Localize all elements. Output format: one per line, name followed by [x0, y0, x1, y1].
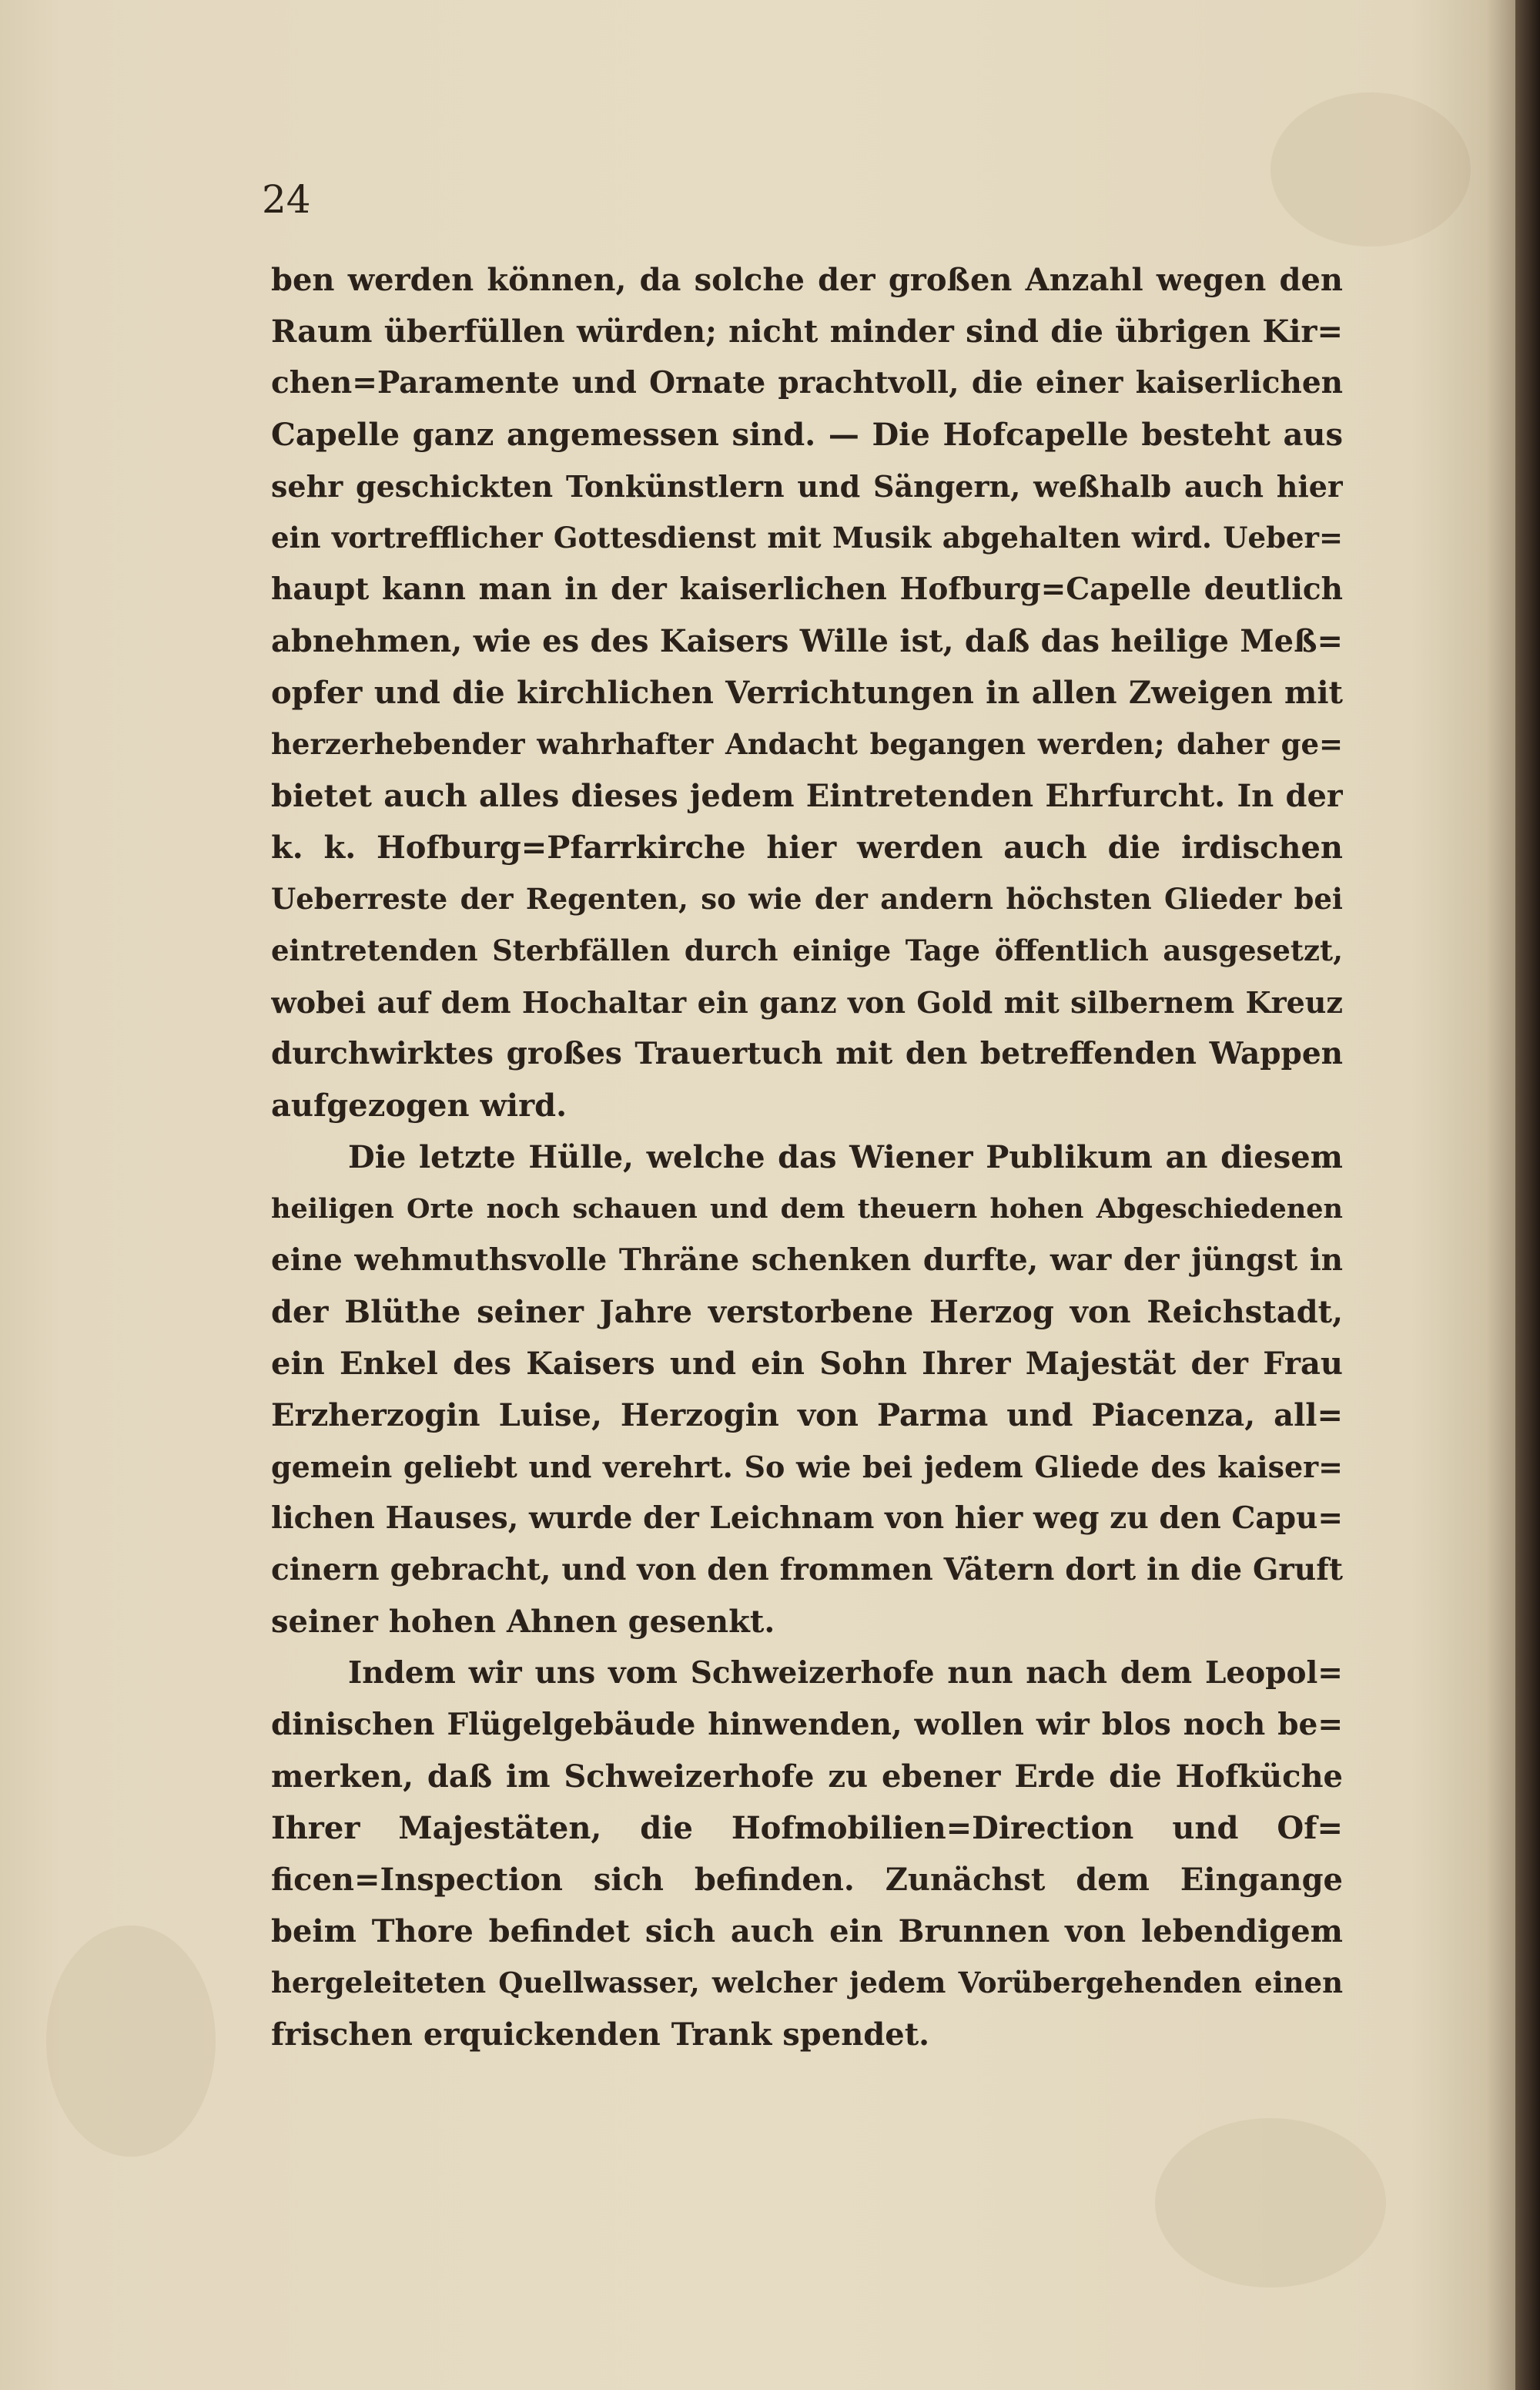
text-line: lichen Hauses, wurde der Leichnam von hier weg zu den Capu= — [271, 1500, 1343, 1536]
text-line: chen=Paramente und Ornate prachtvoll, die einer kaiserlichen — [271, 365, 1343, 401]
text-line: bietet auch alles dieses jedem Eintretenden Ehrfurcht. In der — [271, 778, 1343, 814]
paper-stain — [1155, 2118, 1386, 2288]
text-line: Erzherzogin Luise, Herzogin von Parma und Piacenza, all= — [271, 1397, 1343, 1433]
text-line: beim Thore befindet sich auch ein Brunnen von lebendigem — [271, 1913, 1343, 1949]
text-line: haupt kann man in der kaiserlichen Hofburg=Capelle deutlich — [271, 572, 1343, 607]
body-text — [271, 254, 1343, 2060]
text-line: abnehmen, wie es des Kaisers Wille ist, daß das heilige Meß= — [271, 623, 1343, 659]
text-line: ein vortrefflicher Gottesdienst mit Musik abgehalten wird. Ueber= — [271, 521, 1343, 555]
text-line: cinern gebracht, und von den frommen Vätern dort in die Gruft — [271, 1552, 1343, 1587]
text-line: Ihrer Majestäten, die Hofmobilien=Direction und Of= — [271, 1810, 1343, 1846]
text-line: heiligen Orte noch schauen und dem theuern hohen Abgeschiedenen — [271, 1193, 1343, 1225]
text-line: Die letzte Hülle, welche das Wiener Publikum an diesem — [348, 1139, 1343, 1175]
text-line: Ueberreste der Regenten, so wie der andern höchsten Glieder bei — [271, 882, 1343, 916]
text-line: sehr geschickten Tonkünstlern und Sängern, weßhalb auch hier — [271, 469, 1343, 504]
page-number: 24 — [262, 177, 311, 222]
text-line: wobei auf dem Hochaltar ein ganz von Gold mit silbernem Kreuz — [271, 985, 1343, 1020]
text-line: gemein geliebt und verehrt. So wie bei jedem Gliede des kaiser= — [271, 1450, 1343, 1484]
text-line: dinischen Flügelgebäude hinwenden, wollen wir blos noch be= — [271, 1707, 1343, 1742]
text-line: hergeleiteten Quellwasser, welcher jedem Vorübergehenden einen — [271, 1966, 1343, 1999]
text-line: der Blüthe seiner Jahre verstorbene Herzog von Reichstadt, — [271, 1294, 1343, 1330]
text-line: ficen=Inspection sich befinden. Zunächst dem Eingange — [271, 1862, 1343, 1898]
text-line: Indem wir uns vom Schweizerhofe nun nach dem Leopol= — [348, 1655, 1343, 1691]
text-line: Raum überfüllen würden; nicht minder sind die übrigen Kir= — [271, 313, 1343, 350]
text-line: k. k. Hofburg=Pfarrkirche hier werden auch die irdischen — [271, 830, 1343, 866]
text-line: opfer und die kirchlichen Verrichtungen in allen Zweigen mit — [271, 675, 1343, 711]
paper-stain — [46, 1926, 216, 2157]
paper-stain — [1270, 92, 1471, 246]
text-line: seiner hohen Ahnen gesenkt. — [271, 1604, 775, 1640]
book-spine — [1515, 0, 1540, 2390]
text-line: aufgezogen wird. — [271, 1088, 567, 1124]
text-line: merken, daß im Schweizerhofe zu ebener Erde die Hofküche — [271, 1758, 1343, 1795]
text-line: frischen erquickenden Trank spendet. — [271, 2016, 930, 2053]
text-line: eine wehmuthsvolle Thräne schenken durfte, war der jüngst in — [271, 1242, 1343, 1278]
text-line: eintretenden Sterbfällen durch einige Tage öffentlich ausgesetzt, — [271, 934, 1343, 967]
text-line: Capelle ganz angemessen sind. — Die Hofcapelle besteht aus — [271, 417, 1343, 453]
text-line: herzerhebender wahrhafter Andacht begangen werden; daher ge= — [271, 727, 1343, 761]
text-line: ben werden können, da solche der großen Anzahl wegen den — [271, 262, 1343, 298]
text-line: ein Enkel des Kaisers und ein Sohn Ihrer Majestät der Frau — [271, 1346, 1343, 1382]
text-line: durchwirktes großes Trauertuch mit den betreffenden Wappen — [271, 1036, 1343, 1071]
